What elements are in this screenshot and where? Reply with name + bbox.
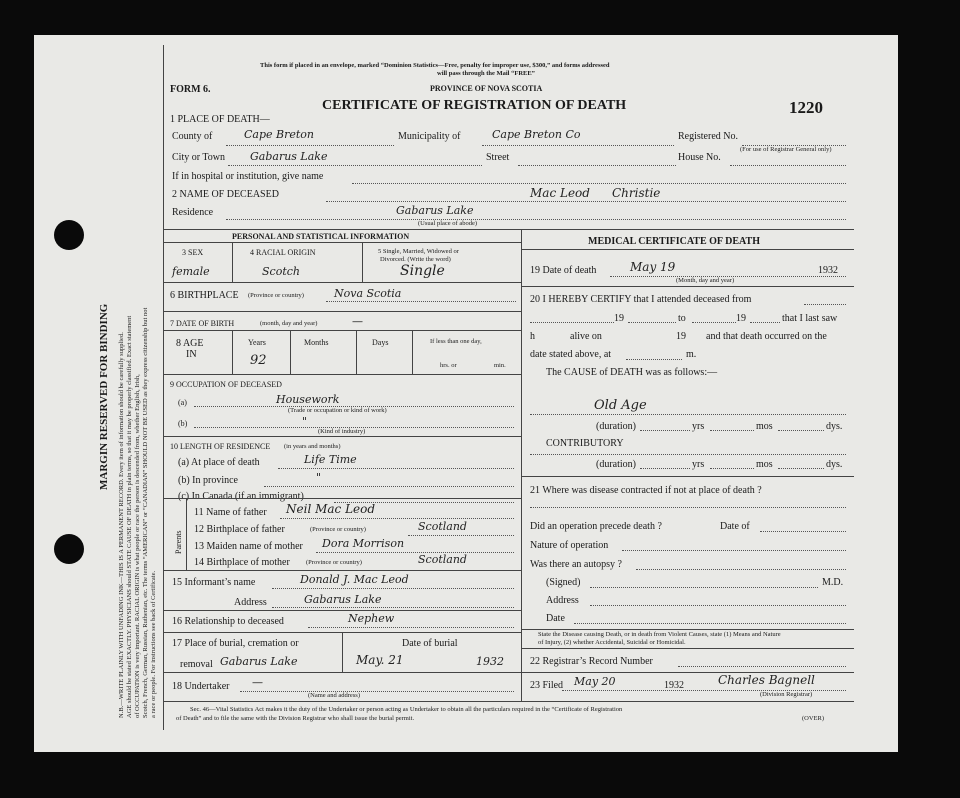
informant-address-label: Address (234, 597, 267, 608)
duration-mos: mos (756, 421, 773, 432)
informant-address-value: Gabarus Lake (304, 593, 382, 606)
registrar-record-label: 22 Registrar’s Record Number (530, 656, 653, 667)
marital-value: Single (400, 263, 445, 279)
county-label: County of (172, 131, 213, 142)
mother-birthplace-note: (Province or country) (306, 559, 362, 566)
in-canada-label: (c) In Canada (if an immigrant) (178, 491, 304, 502)
province-name: PROVINCE OF NOVA SCOTIA (430, 84, 543, 93)
registered-no-label: Registered No. (678, 131, 738, 142)
operation-label: Did an operation precede death ? (530, 521, 662, 532)
violent-causes-note: of Injury, (2) whether Accidental, Suicidal or Homicidal. (538, 639, 686, 646)
binding-margin-label: MARGIN RESERVED FOR BINDING (98, 303, 110, 490)
burial-year-value: 1932 (476, 655, 504, 668)
dob-label: 7 DATE OF BIRTH (170, 319, 235, 328)
burial-date-value: May. 21 (356, 653, 404, 667)
deceased-given-name: Christie (612, 186, 661, 200)
father-birthplace-note: (Province or country) (310, 526, 366, 533)
informant-name-value: Donald J. Mac Leod (300, 573, 409, 586)
racial-origin-value: Scotch (262, 265, 300, 278)
date-of-death-value: May 19 (630, 260, 676, 274)
margin-note: of OCCUPATION is very important. RACIAL ORIGIN is what people or race the person is descended from, whether English, Irish, (134, 374, 141, 718)
over-label: (OVER) (802, 715, 825, 722)
medical-address-label: Address (546, 595, 579, 606)
birthplace-note: (Province or country) (248, 292, 304, 299)
sex-value: female (172, 265, 210, 278)
mail-notice: This form if placed in an envelope, marked “Dominion Statistics—Free, penalty for improper use, $300,” and forms addressed (260, 62, 610, 69)
days-label: Days (372, 338, 389, 347)
less-than-day-label: If less than one day, (430, 338, 482, 345)
certify-year: 19 (614, 313, 624, 324)
deceased-surname: Mac Leod (530, 186, 590, 200)
at-place-value: Life Time (304, 453, 357, 466)
duration-label: (duration) (596, 421, 636, 432)
birthplace-label: 6 BIRTHPLACE (170, 290, 239, 301)
residence-length-heading: 10 LENGTH OF RESIDENCE (170, 442, 271, 451)
mother-birthplace-label: 14 Birthplace of mother (194, 557, 290, 568)
occupation-heading: 9 OCCUPATION OF DECEASED (170, 380, 282, 389)
violent-causes-note: State the Disease causing Death, or in death from Violent Causes, state (1) Means and Nature (538, 631, 781, 638)
margin-note: a race or people. For instructions see back of Certificate. (150, 570, 157, 718)
city-label: City or Town (172, 152, 226, 163)
burial-place-value: Gabarus Lake (220, 655, 298, 668)
dob-value: — (352, 315, 363, 328)
sex-label: 3 SEX (182, 248, 204, 257)
signed-label: (Signed) (546, 577, 581, 588)
date-of-death-label: 19 Date of death (530, 265, 597, 276)
filed-year-value: 1932 (664, 680, 684, 691)
document-title: CERTIFICATE OF REGISTRATION OF DEATH (322, 98, 627, 113)
informant-name-label: 15 Informant’s name (172, 577, 256, 588)
house-no-label: House No. (678, 152, 721, 163)
months-label: Months (304, 338, 329, 347)
duration-dys: dys. (826, 459, 843, 470)
relationship-label: 16 Relationship to deceased (172, 616, 284, 627)
father-birthplace-label: 12 Birthplace of father (194, 524, 285, 535)
nature-of-operation-label: Nature of operation (530, 540, 609, 551)
contributory-label: CONTRIBUTORY (546, 438, 624, 449)
father-name-value: Neil Mac Leod (286, 502, 376, 516)
years-label: Years (248, 338, 266, 347)
certificate-number: 1220 (789, 98, 823, 117)
min-label: min. (494, 362, 506, 369)
undertaker-value: — (252, 676, 263, 689)
duration-yrs: yrs (692, 421, 705, 432)
operation-date-label: Date of (720, 521, 750, 532)
date-of-death-note: (Month, day and year) (676, 277, 735, 284)
residence-value: Gabarus Lake (396, 204, 474, 217)
registrar-note: (Division Registrar) (760, 691, 813, 698)
duration-label: (duration) (596, 459, 636, 470)
column-divider (521, 229, 522, 701)
residence-note: (Usual place of abode) (418, 220, 478, 227)
mail-notice: will pass through the Mail “FREE” (437, 70, 535, 77)
parents-side-label: Parents (174, 530, 183, 554)
age-label: IN (186, 349, 197, 360)
punch-hole (54, 534, 84, 564)
form-number: FORM 6. (170, 84, 211, 95)
certify-year: 19 (676, 331, 686, 342)
registrar-signature: Charles Bagnell (718, 673, 815, 687)
punch-hole (54, 220, 84, 250)
certify-alive-on: alive on (570, 331, 602, 342)
at-place-label: (a) At place of death (178, 457, 260, 468)
county-value: Cape Breton (244, 128, 315, 141)
undertaker-label: 18 Undertaker (172, 681, 230, 692)
cause-of-death-value: Old Age (594, 398, 647, 413)
street-label: Street (486, 152, 510, 163)
hospital-label: If in hospital or institution, give name (172, 171, 324, 182)
age-label: 8 AGE (176, 338, 204, 349)
margin-rule (163, 45, 164, 730)
dob-note: (month, day and year) (260, 320, 318, 327)
cause-label: The CAUSE of DEATH was as follows:— (546, 367, 718, 378)
footer-note: Sec. 46—Vital Statistics Act makes it the duty of the Undertaker or person acting as Undertaker to obtain all the particulars required in the “Certificate of Registration (190, 706, 623, 713)
marital-label: Divorced. (Write the word) (380, 256, 451, 263)
margin-note: N.B.—WRITE PLAINLY WITH UNFADING INK—THIS IS A PERMANENT RECORD. Every item of information should be carefully supplied. (118, 332, 125, 718)
date-of-death-year: 1932 (818, 265, 838, 276)
certify-text: 20 I HEREBY CERTIFY that I attended deceased from (530, 294, 752, 305)
city-value: Gabarus Lake (250, 150, 328, 163)
medical-date-label: Date (546, 613, 565, 624)
certify-h: h (530, 331, 535, 342)
mother-name-label: 13 Maiden name of mother (194, 541, 303, 552)
in-province-label: (b) In province (178, 475, 238, 486)
father-birthplace-value: Scotland (418, 520, 467, 533)
father-name-label: 11 Name of father (194, 507, 267, 518)
certify-year: 19 (736, 313, 746, 324)
marital-label: 5 Single, Married, Widowed or (378, 248, 459, 255)
relationship-value: Nephew (348, 612, 395, 625)
burial-place-label: removal (180, 659, 213, 670)
certify-last-saw: that I last saw (782, 313, 838, 324)
residence-length-note: (in years and months) (284, 443, 341, 450)
contracted-label: 21 Where was disease contracted if not at place of death ? (530, 485, 762, 496)
medical-heading: MEDICAL CERTIFICATE OF DEATH (588, 236, 760, 247)
personal-heading: PERSONAL AND STATISTICAL INFORMATION (232, 232, 410, 241)
residence-label: Residence (172, 207, 214, 218)
filed-date-value: May 20 (574, 675, 616, 688)
in-province-value: " (316, 471, 322, 484)
municipality-label: Municipality of (398, 131, 461, 142)
municipality-value: Cape Breton Co (492, 128, 581, 141)
margin-note: Scotch, French, German, Russian, Ruthenian, etc. The terms “AMERICAN” or “CANADIAN” SHOULD NOT BE USED as they express citizenship but not (142, 307, 149, 718)
certify-date-stated: date stated above, at (530, 349, 612, 360)
occupation-a-label: (a) (178, 398, 187, 407)
occupation-industry: " (302, 415, 308, 428)
certify-occurred: and that death occurred on the (706, 331, 827, 342)
age-years-value: 92 (250, 353, 267, 368)
occupation-b-note: (Kind of industry) (318, 428, 366, 435)
autopsy-label: Was there an autopsy ? (530, 559, 622, 570)
birthplace-value: Nova Scotia (334, 287, 402, 300)
filed-label: 23 Filed (530, 680, 564, 691)
duration-yrs: yrs (692, 459, 705, 470)
occupation-b-label: (b) (178, 419, 188, 428)
occupation-trade: Housework (276, 393, 340, 406)
racial-origin-label: 4 RACIAL ORIGIN (250, 248, 316, 257)
certify-m: m. (686, 349, 697, 360)
burial-date-label: Date of burial (402, 638, 458, 649)
hrs-label: hrs. or (440, 362, 457, 369)
registered-note: (For use of Registrar General only) (740, 146, 832, 153)
md-label: M.D. (822, 577, 844, 588)
place-of-death-heading: 1 PLACE OF DEATH— (170, 114, 270, 125)
duration-dys: dys. (826, 421, 843, 432)
undertaker-note: (Name and address) (308, 692, 360, 699)
occupation-a-note: (Trade or occupation or kind of work) (288, 407, 387, 414)
mother-birthplace-value: Scotland (418, 553, 467, 566)
deceased-name-label: 2 NAME OF DECEASED (172, 189, 279, 200)
certify-to: to (678, 313, 686, 324)
footer-note: of Death” and to file the same with the Division Registrar who shall issue the burial permit. (176, 715, 415, 722)
margin-note: AGE should be stated EXACTLY. PHYSICIANS should STATE CAUSE OF DEATH in plain terms, so that it may be properly classified. Exact statement (126, 315, 133, 718)
duration-mos: mos (756, 459, 773, 470)
mother-name-value: Dora Morrison (322, 537, 405, 550)
burial-place-label: 17 Place of burial, cremation or (172, 638, 299, 649)
